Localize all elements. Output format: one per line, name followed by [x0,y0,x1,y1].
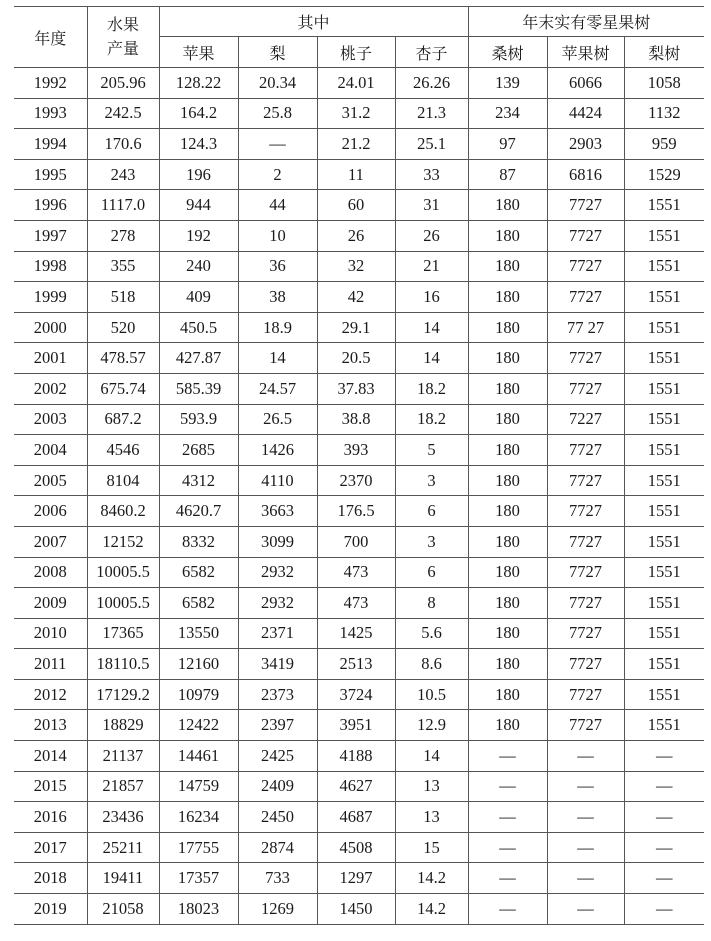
cell-fruit-output: 8460.2 [87,496,159,527]
cell-mulberry-tree: 180 [468,526,547,557]
cell-fruit-output: 1117.0 [87,190,159,221]
cell-pear-tree: 1551 [624,588,704,619]
table-row [14,802,704,833]
cell-apple-tree: 7727 [547,649,624,680]
cell-apricot: 6 [395,496,468,527]
cell-fruit-output: 21058 [87,894,159,925]
cell-apricot: 18.2 [395,373,468,404]
cell-pear-tree: 1132 [624,98,704,129]
cell-apple-tree: — [547,894,624,925]
cell-apricot: 15 [395,832,468,863]
cell-apricot: 12.9 [395,710,468,741]
cell-apple: 14461 [159,741,238,772]
header-fruit-output-line2: 产量 [106,39,139,58]
cell-peach: 3951 [317,710,395,741]
cell-peach: 11 [317,159,395,190]
cell-apple-tree: — [547,832,624,863]
cell-pear: 44 [238,190,317,221]
cell-peach: 176.5 [317,496,395,527]
header-year-end-trees: 年末实有零星果树 [468,7,704,37]
cell-mulberry-tree: 180 [468,557,547,588]
cell-fruit-output: 25211 [87,832,159,863]
cell-pear: 2373 [238,679,317,710]
cell-peach: 4627 [317,771,395,802]
table-header [14,7,704,68]
cell-apricot: 18.2 [395,404,468,435]
cell-pear: 2932 [238,557,317,588]
cell-mulberry-tree: — [468,894,547,925]
cell-apple: 10979 [159,679,238,710]
cell-mulberry-tree: — [468,802,547,833]
cell-apple-tree: 7727 [547,526,624,557]
cell-apricot: 10.5 [395,679,468,710]
table-row [14,373,704,404]
table-row [14,68,704,99]
cell-peach: 4687 [317,802,395,833]
cell-year: 2014 [14,741,87,772]
cell-fruit-output: 18110.5 [87,649,159,680]
cell-apple: 8332 [159,526,238,557]
cell-fruit-output: 478.57 [87,343,159,374]
table-row [14,588,704,619]
cell-peach: 2513 [317,649,395,680]
cell-pear: 3663 [238,496,317,527]
cell-mulberry-tree: 180 [468,710,547,741]
cell-apple: 450.5 [159,312,238,343]
cell-apple-tree: — [547,741,624,772]
cell-pear-tree: 1551 [624,190,704,221]
cell-year: 2013 [14,710,87,741]
cell-year: 2018 [14,863,87,894]
table-row [14,129,704,160]
cell-pear-tree: 1551 [624,465,704,496]
cell-peach: 1450 [317,894,395,925]
cell-apple-tree: 7727 [547,343,624,374]
cell-apple-tree: 7227 [547,404,624,435]
cell-pear-tree: 1551 [624,557,704,588]
cell-mulberry-tree: 180 [468,649,547,680]
cell-peach: 3724 [317,679,395,710]
cell-peach: 32 [317,251,395,282]
cell-apple-tree: 7727 [547,251,624,282]
cell-pear: 20.34 [238,68,317,99]
cell-pear-tree: 959 [624,129,704,160]
cell-apple-tree: 2903 [547,129,624,160]
cell-pear-tree: — [624,894,704,925]
cell-mulberry-tree: 180 [468,190,547,221]
cell-peach: 1297 [317,863,395,894]
cell-fruit-output: 17365 [87,618,159,649]
cell-year: 2001 [14,343,87,374]
cell-apple-tree: 7727 [547,618,624,649]
cell-apple: 240 [159,251,238,282]
cell-pear-tree: 1058 [624,68,704,99]
cell-fruit-output: 23436 [87,802,159,833]
cell-pear: 10 [238,220,317,251]
cell-apricot: 16 [395,282,468,313]
cell-apricot: 25.1 [395,129,468,160]
cell-fruit-output: 170.6 [87,129,159,160]
cell-apple: 2685 [159,435,238,466]
cell-apple: 427.87 [159,343,238,374]
table-row [14,465,704,496]
cell-pear-tree: 1551 [624,220,704,251]
cell-mulberry-tree: 180 [468,220,547,251]
cell-mulberry-tree: — [468,741,547,772]
cell-apple-tree: 4424 [547,98,624,129]
cell-pear: 3419 [238,649,317,680]
table-row [14,98,704,129]
cell-pear: 2 [238,159,317,190]
cell-apple-tree: 7727 [547,557,624,588]
cell-mulberry-tree: 139 [468,68,547,99]
cell-pear: 1426 [238,435,317,466]
cell-peach: 473 [317,588,395,619]
cell-pear: 2409 [238,771,317,802]
cell-pear-tree: 1551 [624,618,704,649]
cell-year: 2004 [14,435,87,466]
cell-pear-tree: 1551 [624,435,704,466]
cell-apple: 14759 [159,771,238,802]
cell-apple-tree: 7727 [547,190,624,221]
cell-peach: 60 [317,190,395,221]
cell-apricot: 31 [395,190,468,221]
cell-year: 1994 [14,129,87,160]
cell-mulberry-tree: 180 [468,312,547,343]
cell-fruit-output: 242.5 [87,98,159,129]
table-row [14,832,704,863]
cell-mulberry-tree: 180 [468,373,547,404]
header-apple: 苹果 [159,37,238,68]
cell-apple: 4312 [159,465,238,496]
cell-fruit-output: 687.2 [87,404,159,435]
cell-fruit-output: 355 [87,251,159,282]
cell-apple-tree: 6066 [547,68,624,99]
cell-pear: 2874 [238,832,317,863]
cell-mulberry-tree: 180 [468,588,547,619]
cell-mulberry-tree: — [468,863,547,894]
cell-year: 2017 [14,832,87,863]
cell-apricot: 5 [395,435,468,466]
cell-pear-tree: 1551 [624,343,704,374]
cell-apple: 585.39 [159,373,238,404]
cell-pear: 2932 [238,588,317,619]
table-row [14,526,704,557]
cell-fruit-output: 675.74 [87,373,159,404]
cell-pear: 2425 [238,741,317,772]
header-fruit-output-line1: 水果 [106,15,139,34]
table-row [14,404,704,435]
cell-year: 1999 [14,282,87,313]
cell-pear: 38 [238,282,317,313]
cell-pear-tree: 1551 [624,282,704,313]
header-year: 年度 [14,7,87,68]
cell-pear: 2371 [238,618,317,649]
cell-fruit-output: 19411 [87,863,159,894]
cell-apple-tree: 6816 [547,159,624,190]
cell-peach: 393 [317,435,395,466]
cell-year: 1992 [14,68,87,99]
header-mulberry-tree: 桑树 [468,37,547,68]
cell-apricot: 13 [395,771,468,802]
cell-pear-tree: 1551 [624,373,704,404]
cell-pear-tree: — [624,771,704,802]
cell-peach: 4188 [317,741,395,772]
cell-mulberry-tree: 180 [468,282,547,313]
cell-pear: 3099 [238,526,317,557]
cell-apple: 18023 [159,894,238,925]
cell-fruit-output: 8104 [87,465,159,496]
table-row [14,343,704,374]
cell-apple: 4620.7 [159,496,238,527]
cell-year: 2006 [14,496,87,527]
cell-year: 2011 [14,649,87,680]
table-row [14,649,704,680]
cell-fruit-output: 278 [87,220,159,251]
cell-pear: 1269 [238,894,317,925]
cell-apricot: 14 [395,312,468,343]
cell-year: 1998 [14,251,87,282]
cell-mulberry-tree: 97 [468,129,547,160]
cell-fruit-output: 518 [87,282,159,313]
cell-pear-tree: 1551 [624,404,704,435]
cell-fruit-output: 4546 [87,435,159,466]
cell-year: 2008 [14,557,87,588]
cell-apple-tree: 7727 [547,465,624,496]
cell-year: 1995 [14,159,87,190]
cell-pear-tree: 1551 [624,649,704,680]
cell-pear-tree: 1551 [624,312,704,343]
cell-apricot: 13 [395,802,468,833]
cell-apricot: 14.2 [395,894,468,925]
cell-apple: 12422 [159,710,238,741]
cell-apple: 16234 [159,802,238,833]
cell-fruit-output: 17129.2 [87,679,159,710]
cell-fruit-output: 520 [87,312,159,343]
cell-pear: 2397 [238,710,317,741]
cell-pear: 14 [238,343,317,374]
cell-peach: 37.83 [317,373,395,404]
cell-peach: 31.2 [317,98,395,129]
cell-mulberry-tree: 180 [468,679,547,710]
cell-apricot: 21.3 [395,98,468,129]
cell-peach: 4508 [317,832,395,863]
cell-year: 2010 [14,618,87,649]
cell-apple-tree: 7727 [547,679,624,710]
cell-pear-tree: 1551 [624,679,704,710]
cell-fruit-output: 10005.5 [87,588,159,619]
cell-mulberry-tree: 180 [468,404,547,435]
cell-pear: 18.9 [238,312,317,343]
cell-year: 2012 [14,679,87,710]
header-of-which: 其中 [159,7,468,37]
cell-apricot: 14.2 [395,863,468,894]
cell-peach: 21.2 [317,129,395,160]
cell-year: 2005 [14,465,87,496]
cell-apricot: 3 [395,526,468,557]
cell-mulberry-tree: 180 [468,251,547,282]
cell-apple: 12160 [159,649,238,680]
cell-peach: 20.5 [317,343,395,374]
table-body [14,68,704,925]
cell-apple: 128.22 [159,68,238,99]
cell-apple: 164.2 [159,98,238,129]
cell-fruit-output: 10005.5 [87,557,159,588]
cell-fruit-output: 205.96 [87,68,159,99]
table-row [14,159,704,190]
cell-mulberry-tree: 87 [468,159,547,190]
cell-apricot: 33 [395,159,468,190]
cell-fruit-output: 243 [87,159,159,190]
cell-mulberry-tree: — [468,771,547,802]
cell-apple: 124.3 [159,129,238,160]
cell-apricot: 6 [395,557,468,588]
cell-peach: 2370 [317,465,395,496]
cell-year: 1993 [14,98,87,129]
cell-year: 2009 [14,588,87,619]
cell-pear-tree: 1551 [624,710,704,741]
cell-year: 2015 [14,771,87,802]
cell-fruit-output: 21137 [87,741,159,772]
cell-apple-tree: 7727 [547,710,624,741]
table-row [14,771,704,802]
cell-apple: 593.9 [159,404,238,435]
cell-apple-tree: 7727 [547,435,624,466]
cell-apple: 944 [159,190,238,221]
header-peach: 桃子 [317,37,395,68]
cell-apple: 196 [159,159,238,190]
cell-peach: 38.8 [317,404,395,435]
cell-mulberry-tree: — [468,832,547,863]
table-row [14,618,704,649]
cell-apricot: 21 [395,251,468,282]
cell-apple-tree: 7727 [547,588,624,619]
cell-pear-tree: — [624,832,704,863]
cell-year: 1997 [14,220,87,251]
fruit-statistics-table [14,6,704,925]
table-row [14,282,704,313]
cell-mulberry-tree: 180 [468,343,547,374]
cell-pear: 733 [238,863,317,894]
cell-pear-tree: 1551 [624,496,704,527]
cell-apple-tree: — [547,802,624,833]
cell-peach: 24.01 [317,68,395,99]
cell-apricot: 8 [395,588,468,619]
table-row [14,679,704,710]
cell-mulberry-tree: 180 [468,435,547,466]
cell-year: 2007 [14,526,87,557]
cell-apricot: 26 [395,220,468,251]
cell-year: 2003 [14,404,87,435]
cell-pear-tree: 1529 [624,159,704,190]
cell-pear: 2450 [238,802,317,833]
cell-apricot: 3 [395,465,468,496]
cell-pear: 26.5 [238,404,317,435]
cell-pear-tree: — [624,863,704,894]
cell-peach: 42 [317,282,395,313]
cell-peach: 26 [317,220,395,251]
table-row [14,894,704,925]
table-row [14,312,704,343]
cell-apple-tree: 7727 [547,373,624,404]
cell-apple: 192 [159,220,238,251]
cell-apricot: 26.26 [395,68,468,99]
cell-year: 2002 [14,373,87,404]
table-row [14,435,704,466]
cell-apple-tree: 7727 [547,282,624,313]
cell-apple: 13550 [159,618,238,649]
cell-pear: 4110 [238,465,317,496]
cell-mulberry-tree: 180 [468,618,547,649]
cell-year: 2019 [14,894,87,925]
cell-pear-tree: — [624,802,704,833]
header-pear: 梨 [238,37,317,68]
cell-mulberry-tree: 234 [468,98,547,129]
cell-pear-tree: — [624,741,704,772]
cell-fruit-output: 12152 [87,526,159,557]
cell-apricot: 14 [395,343,468,374]
cell-apricot: 5.6 [395,618,468,649]
cell-pear: — [238,129,317,160]
cell-apple-tree: 77 27 [547,312,624,343]
cell-pear: 36 [238,251,317,282]
cell-peach: 473 [317,557,395,588]
cell-peach: 700 [317,526,395,557]
cell-apple: 17357 [159,863,238,894]
cell-year: 2016 [14,802,87,833]
cell-pear: 25.8 [238,98,317,129]
cell-pear-tree: 1551 [624,526,704,557]
cell-fruit-output: 21857 [87,771,159,802]
cell-peach: 1425 [317,618,395,649]
cell-apple-tree: — [547,863,624,894]
table-row [14,190,704,221]
cell-apricot: 8.6 [395,649,468,680]
table-row [14,741,704,772]
cell-mulberry-tree: 180 [468,465,547,496]
cell-year: 1996 [14,190,87,221]
header-fruit-output [87,7,159,68]
table-row [14,220,704,251]
cell-apple: 6582 [159,557,238,588]
cell-apricot: 14 [395,741,468,772]
cell-apple: 6582 [159,588,238,619]
header-apple-tree: 苹果树 [547,37,624,68]
cell-fruit-output: 18829 [87,710,159,741]
cell-apple-tree: 7727 [547,220,624,251]
cell-pear-tree: 1551 [624,251,704,282]
table-row [14,496,704,527]
cell-apple: 409 [159,282,238,313]
table-row [14,710,704,741]
cell-apple: 17755 [159,832,238,863]
table-row [14,557,704,588]
cell-peach: 29.1 [317,312,395,343]
cell-apple-tree: 7727 [547,496,624,527]
cell-apple-tree: — [547,771,624,802]
cell-mulberry-tree: 180 [468,496,547,527]
cell-year: 2000 [14,312,87,343]
table-row [14,863,704,894]
header-apricot: 杏子 [395,37,468,68]
header-pear-tree: 梨树 [624,37,704,68]
table-row [14,251,704,282]
cell-pear: 24.57 [238,373,317,404]
